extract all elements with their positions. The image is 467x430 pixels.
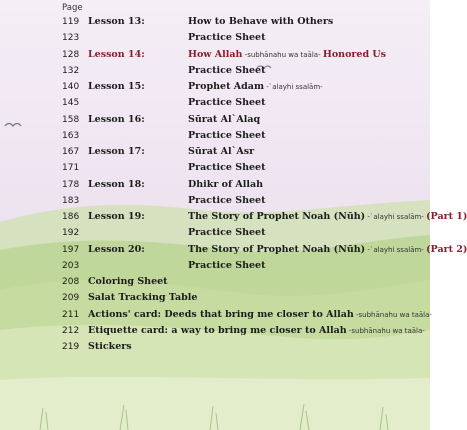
lesson-title [188, 144, 254, 160]
page-number: 208 [62, 277, 80, 287]
lesson-title [188, 160, 265, 176]
lesson-title-text: Prophet Adam [188, 81, 264, 92]
page-number: 209 [62, 293, 80, 304]
page-number: 158 [62, 114, 80, 125]
lesson-title-suffix: Honored Us [322, 48, 387, 60]
lesson-title [188, 177, 263, 193]
honorific-text: -subhānahu wa taāla- [242, 50, 323, 59]
page-number: 145 [62, 98, 80, 109]
lesson-title-text: How Allah [188, 48, 243, 60]
lesson-title [188, 258, 265, 274]
entry-title: Coloring Sheet [88, 276, 168, 287]
page-number: 132 [62, 65, 80, 76]
lesson-title-text: Practice Sheet [188, 32, 266, 44]
lesson-number: Lesson 20: [88, 243, 145, 255]
lesson-title-text: Practice Sheet [188, 259, 266, 271]
lesson-title-text: Practice Sheet [188, 162, 266, 174]
page-number: 178 [62, 179, 80, 190]
entry-title: Etiquette card: a way to bring me closer to Allah [88, 324, 347, 336]
honorific-text: -subhānahu wa taāla- [346, 326, 425, 335]
lesson-title-text: Practice Sheet [188, 129, 266, 141]
lesson-number: Lesson 14: [88, 48, 145, 60]
page-number: 123 [62, 33, 80, 44]
honorific-text: -`alayhi ssalām- [264, 83, 323, 91]
honorific-text: -subhānahu wa taāla- [353, 310, 432, 319]
page-number: 119 [62, 17, 80, 27]
lesson-title [188, 47, 386, 63]
lesson-number: Lesson 16: [88, 113, 145, 125]
lesson-title-suffix: (Part 1) [426, 211, 467, 222]
lesson-title [188, 14, 333, 30]
lesson-title [188, 209, 467, 225]
lesson-title [188, 242, 467, 258]
lesson-number: Lesson 17: [88, 146, 145, 157]
lesson-number: Lesson 19: [88, 211, 145, 222]
page-number: 167 [62, 147, 80, 157]
honorific-text: -`alayhi ssalām- [365, 245, 427, 254]
lesson-number: Lesson 13: [88, 16, 145, 27]
page-number: 219 [62, 342, 80, 352]
honorific-text: -`alayhi ssalām- [365, 213, 427, 221]
lesson-title-text: Practice Sheet [188, 194, 266, 206]
page-number: 211 [62, 309, 80, 320]
lesson-title [188, 112, 260, 128]
lesson-title-text: The Story of Prophet Noah (Nūh) [188, 243, 366, 255]
page-number: 186 [62, 212, 80, 222]
entry-wrap [88, 307, 432, 323]
lesson-title [188, 193, 265, 209]
lesson-title-text: The Story of Prophet Noah (Nūh) [188, 211, 366, 222]
lesson-title [188, 128, 265, 144]
lesson-title-text: How to Behave with Others [188, 16, 334, 27]
page-number: 140 [62, 82, 80, 92]
lesson-title-suffix: (Part 2) [426, 243, 467, 255]
lesson-title-text: Practice Sheet [188, 64, 266, 76]
page-number: 128 [62, 49, 80, 60]
lesson-title [188, 79, 323, 95]
page-number: 171 [62, 163, 80, 174]
lesson-title-text: Practice Sheet [188, 97, 266, 109]
page-number: 197 [62, 244, 80, 255]
lesson-title [188, 95, 265, 111]
entry-title: Salat Tracking Table [88, 292, 198, 304]
page-number: 203 [62, 260, 80, 271]
entry-wrap [88, 323, 425, 339]
entry-title: Stickers [88, 341, 132, 352]
page-column-header: Page [62, 3, 83, 13]
lesson-title-text: Sūrat Al`Alaq [188, 113, 261, 125]
page-number: 212 [62, 325, 80, 336]
lesson-title-text: Dhikr of Allah [188, 178, 264, 190]
lesson-title [188, 63, 265, 79]
lesson-title [188, 30, 265, 46]
bird-icon [4, 120, 22, 130]
page-number: 163 [62, 130, 80, 141]
lesson-number: Lesson 15: [88, 81, 145, 92]
lesson-title-text: Practice Sheet [188, 227, 266, 239]
lesson-title-text: Sūrat Al`Asr [188, 146, 255, 157]
lesson-title [188, 225, 265, 241]
page-number: 192 [62, 228, 80, 239]
entry-title: Actions' card: Deeds that bring me closer to Allah [88, 308, 354, 320]
lesson-number: Lesson 18: [88, 178, 145, 190]
page-number: 183 [62, 195, 80, 206]
